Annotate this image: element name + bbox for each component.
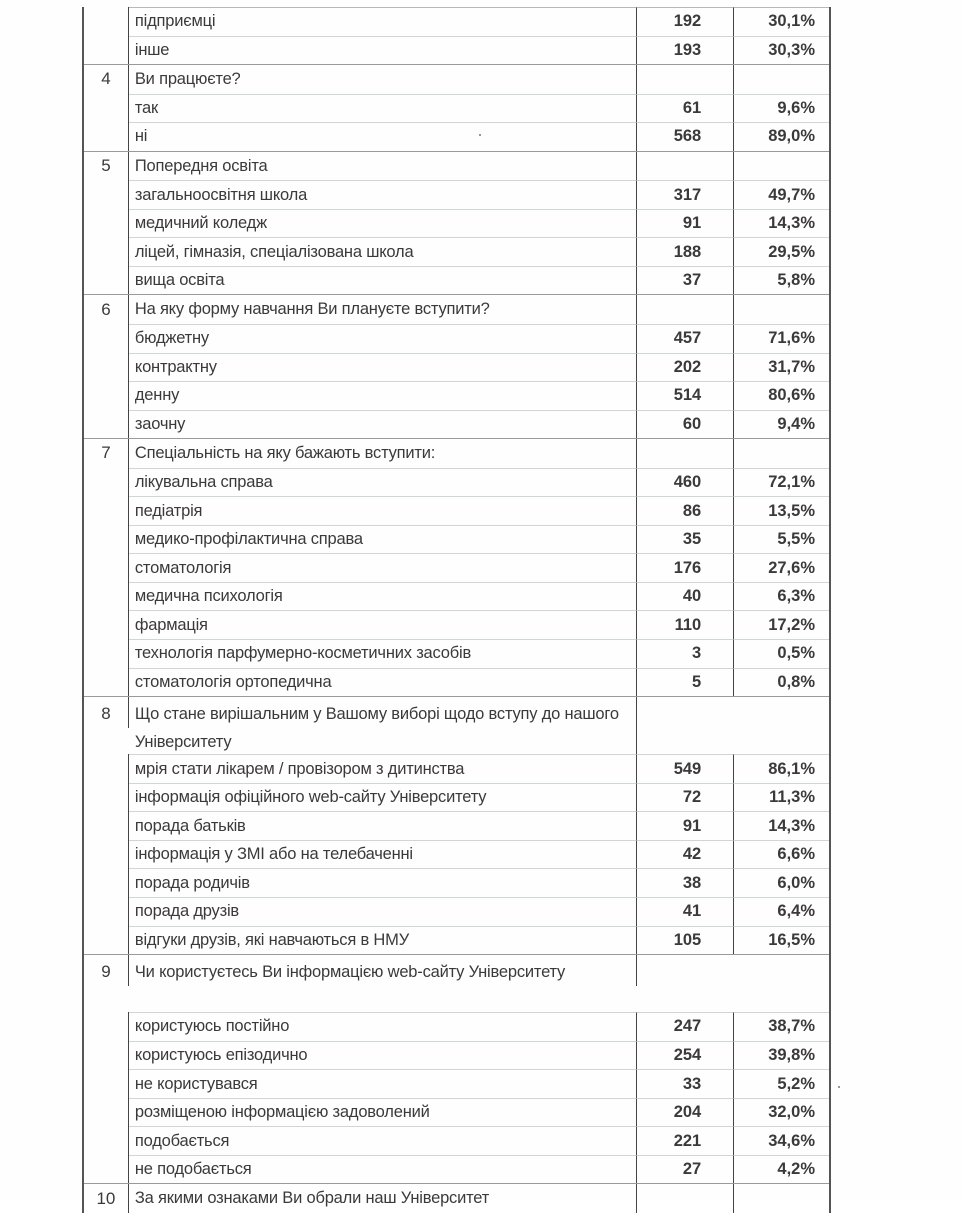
response-count: 91	[637, 811, 734, 840]
response-percent: 13,5%	[734, 496, 829, 525]
question-text: Спеціальність на яку бажають вступити:	[129, 439, 638, 468]
question-number	[84, 1126, 129, 1155]
answer-label: інше	[129, 36, 638, 65]
table-row-answer	[84, 353, 829, 382]
table-row-answer	[84, 868, 829, 897]
response-percent: 6,3%	[734, 582, 829, 611]
response-count: 176	[637, 553, 734, 582]
response-count: 40	[637, 582, 734, 611]
response-count: 254	[637, 1041, 734, 1070]
question-number	[84, 122, 129, 151]
question-number	[84, 868, 129, 897]
answer-label: інформація офіційного web-сайту Університету	[129, 783, 638, 812]
question-number	[84, 324, 129, 353]
response-percent: 72,1%	[734, 468, 829, 497]
table-row-answer	[84, 1041, 829, 1070]
question-number: 10	[84, 1184, 129, 1213]
response-count: 5	[637, 668, 734, 697]
answer-label: порада друзів	[129, 897, 638, 926]
response-count: 202	[637, 353, 734, 382]
question-number: 8	[84, 697, 129, 728]
question-number: 5	[84, 152, 129, 181]
table-row-answer	[84, 496, 829, 525]
answer-label: ліцей, гімназія, спеціалізована школа	[129, 237, 638, 266]
answer-label: загальноосвітня школа	[129, 180, 638, 209]
question-number	[84, 840, 129, 869]
response-count: 193	[637, 36, 734, 65]
answer-label: користуюсь епізодично	[129, 1041, 638, 1070]
response-percent: 0,5%	[734, 639, 829, 668]
response-percent: 34,6%	[734, 1126, 829, 1155]
response-percent: 6,6%	[734, 840, 829, 869]
answer-label: ні	[129, 122, 638, 151]
table-row-answer	[84, 1098, 829, 1127]
answer-label: заочну	[129, 410, 638, 439]
response-count: 37	[637, 266, 734, 295]
question-number	[84, 610, 129, 639]
answer-label: лікувальна справа	[129, 468, 638, 497]
answer-label: користуюсь постійно	[129, 1012, 638, 1041]
answer-label: денну	[129, 381, 638, 410]
question-number	[84, 381, 129, 410]
response-percent: 30,3%	[734, 36, 829, 65]
response-percent: 5,8%	[734, 266, 829, 295]
response-count: 188	[637, 237, 734, 266]
question-number	[84, 754, 129, 783]
response-count: 460	[637, 468, 734, 497]
answer-label: бюджетну	[129, 324, 638, 353]
response-count: 549	[637, 754, 734, 783]
table-row-answer	[84, 7, 829, 36]
response-count: 35	[637, 525, 734, 554]
response-count: 110	[637, 610, 734, 639]
table-row-answer	[84, 811, 829, 840]
answer-label: порада батьків	[129, 811, 638, 840]
response-count: 27	[637, 1155, 734, 1184]
response-percent	[734, 439, 829, 468]
response-count: 41	[637, 897, 734, 926]
answer-label: технологія парфумерно-косметичних засобів	[129, 639, 638, 668]
question-number	[84, 237, 129, 266]
response-count: 91	[637, 209, 734, 238]
question-number	[84, 468, 129, 497]
answer-label: не користувався	[129, 1069, 638, 1098]
question-text: Чи користуєтесь Ви інформацією web-сайту Університету	[129, 955, 638, 986]
question-number: 4	[84, 65, 129, 94]
response-count: 568	[637, 122, 734, 151]
table-row-answer	[84, 237, 829, 266]
response-count: 221	[637, 1126, 734, 1155]
question-number	[84, 496, 129, 525]
table-row-answer	[84, 525, 829, 554]
table-row-answer	[84, 1126, 829, 1155]
response-percent: 30,1%	[734, 7, 829, 36]
question-text: Попередня освіта	[129, 152, 638, 181]
table-row-answer	[84, 926, 829, 955]
response-count: 42	[637, 840, 734, 869]
answer-label: порада родичів	[129, 868, 638, 897]
table-row-answer	[84, 410, 829, 439]
table-row-question	[84, 954, 829, 1012]
table-row-answer	[84, 639, 829, 668]
table-row-answer	[84, 840, 829, 869]
response-count	[637, 152, 734, 181]
table-row-answer	[84, 754, 829, 783]
answer-label: підприємці	[129, 7, 638, 36]
table-row-question	[84, 151, 829, 181]
table-row-answer	[84, 36, 829, 65]
answer-label: відгуки друзів, які навчаються в НМУ	[129, 926, 638, 955]
response-count: 457	[637, 324, 734, 353]
question-number	[84, 410, 129, 439]
answer-label: подобається	[129, 1126, 638, 1155]
response-percent: 86,1%	[734, 754, 829, 783]
question-number	[84, 639, 129, 668]
table-row-answer	[84, 468, 829, 497]
answer-label: фармація	[129, 610, 638, 639]
answer-label: так	[129, 94, 638, 123]
response-count: 514	[637, 381, 734, 410]
question-number	[84, 811, 129, 840]
question-number	[84, 94, 129, 123]
question-number	[84, 582, 129, 611]
question-number	[84, 36, 129, 65]
response-percent: 80,6%	[734, 381, 829, 410]
question-text: На яку форму навчання Ви плануєте вступити?	[129, 295, 638, 324]
answer-label: контрактну	[129, 353, 638, 382]
response-percent: 71,6%	[734, 324, 829, 353]
table-row-question	[84, 438, 829, 468]
response-percent: 31,7%	[734, 353, 829, 382]
response-percent: 5,5%	[734, 525, 829, 554]
table-row-answer	[84, 610, 829, 639]
question-number	[84, 553, 129, 582]
response-count: 86	[637, 496, 734, 525]
table-row-answer	[84, 266, 829, 295]
answer-label: стоматологія	[129, 553, 638, 582]
response-count: 72	[637, 783, 734, 812]
response-percent	[734, 65, 829, 94]
response-percent: 16,5%	[734, 926, 829, 955]
response-count: 3	[637, 639, 734, 668]
response-percent: 11,3%	[734, 783, 829, 812]
answer-label: педіатрія	[129, 496, 638, 525]
question-number	[84, 353, 129, 382]
response-percent: 27,6%	[734, 553, 829, 582]
table-row-answer	[84, 122, 829, 151]
response-count: 105	[637, 926, 734, 955]
response-count	[637, 1184, 734, 1213]
table-row-answer	[84, 180, 829, 209]
response-percent: 17,2%	[734, 610, 829, 639]
table-row-answer	[84, 209, 829, 238]
table-row-answer	[84, 897, 829, 926]
table-row-answer	[84, 553, 829, 582]
question-number: 9	[84, 955, 129, 986]
response-percent: 38,7%	[734, 1012, 829, 1041]
table-row-answer	[84, 324, 829, 353]
response-count: 317	[637, 180, 734, 209]
answer-label: медична психологія	[129, 582, 638, 611]
response-count: 61	[637, 94, 734, 123]
response-percent: 9,4%	[734, 410, 829, 439]
question-number	[84, 668, 129, 697]
response-percent: 49,7%	[734, 180, 829, 209]
answer-label: медичний коледж	[129, 209, 638, 238]
response-percent: 5,2%	[734, 1069, 829, 1098]
table-row-answer	[84, 668, 829, 697]
question-number	[84, 1069, 129, 1098]
table-row-question	[84, 294, 829, 324]
question-number	[84, 783, 129, 812]
response-percent: 14,3%	[734, 811, 829, 840]
answer-label: медико-профілактична справа	[129, 525, 638, 554]
answer-label: мрія стати лікарем / провізором з дитинства	[129, 754, 638, 783]
scan-speck	[479, 134, 481, 136]
table-row-answer	[84, 94, 829, 123]
response-count	[637, 295, 734, 324]
question-number	[84, 897, 129, 926]
table-row-answer	[84, 1012, 829, 1041]
response-count: 33	[637, 1069, 734, 1098]
question-number	[84, 926, 129, 955]
response-count: 192	[637, 7, 734, 36]
question-number	[84, 7, 129, 36]
table-row-answer	[84, 582, 829, 611]
response-percent: 89,0%	[734, 122, 829, 151]
response-percent: 9,6%	[734, 94, 829, 123]
answer-label: не подобається	[129, 1155, 638, 1184]
question-number	[84, 180, 129, 209]
survey-results-table	[82, 7, 831, 1213]
question-number	[84, 209, 129, 238]
response-count	[637, 65, 734, 94]
table-row-question	[84, 696, 829, 754]
table-row-answer	[84, 783, 829, 812]
response-count: 38	[637, 868, 734, 897]
response-count: 247	[637, 1012, 734, 1041]
response-percent: 32,0%	[734, 1098, 829, 1127]
response-count	[637, 439, 734, 468]
table-row-answer	[84, 1069, 829, 1098]
table-row-question	[84, 1183, 829, 1213]
table-row-answer	[84, 381, 829, 410]
response-percent	[734, 152, 829, 181]
question-number	[84, 1098, 129, 1127]
response-percent: 29,5%	[734, 237, 829, 266]
table-row-question	[84, 64, 829, 94]
question-number	[84, 525, 129, 554]
question-number: 7	[84, 439, 129, 468]
answer-label: вища освіта	[129, 266, 638, 295]
answer-label: стоматологія ортопедична	[129, 668, 638, 697]
table-row-answer	[84, 1155, 829, 1184]
question-number	[84, 1041, 129, 1070]
scan-speck	[838, 1086, 840, 1088]
response-percent	[734, 295, 829, 324]
question-number	[84, 1155, 129, 1184]
answer-label: інформація у ЗМІ або на телебаченні	[129, 840, 638, 869]
response-percent: 4,2%	[734, 1155, 829, 1184]
response-percent: 0,8%	[734, 668, 829, 697]
question-number	[84, 266, 129, 295]
answer-label: розміщеною інформацією задоволений	[129, 1098, 638, 1127]
response-percent: 14,3%	[734, 209, 829, 238]
response-percent: 39,8%	[734, 1041, 829, 1070]
question-text: За якими ознаками Ви обрали наш Університет	[129, 1184, 638, 1213]
response-count: 60	[637, 410, 734, 439]
question-number	[84, 1012, 129, 1041]
response-percent: 6,4%	[734, 897, 829, 926]
question-text: Що стане вирішальним у Вашому виборі щодо вступу до нашого Університету	[129, 697, 638, 756]
response-percent	[734, 1184, 829, 1213]
question-number: 6	[84, 295, 129, 324]
response-count: 204	[637, 1098, 734, 1127]
question-text: Ви працюєте?	[129, 65, 638, 94]
response-percent: 6,0%	[734, 868, 829, 897]
